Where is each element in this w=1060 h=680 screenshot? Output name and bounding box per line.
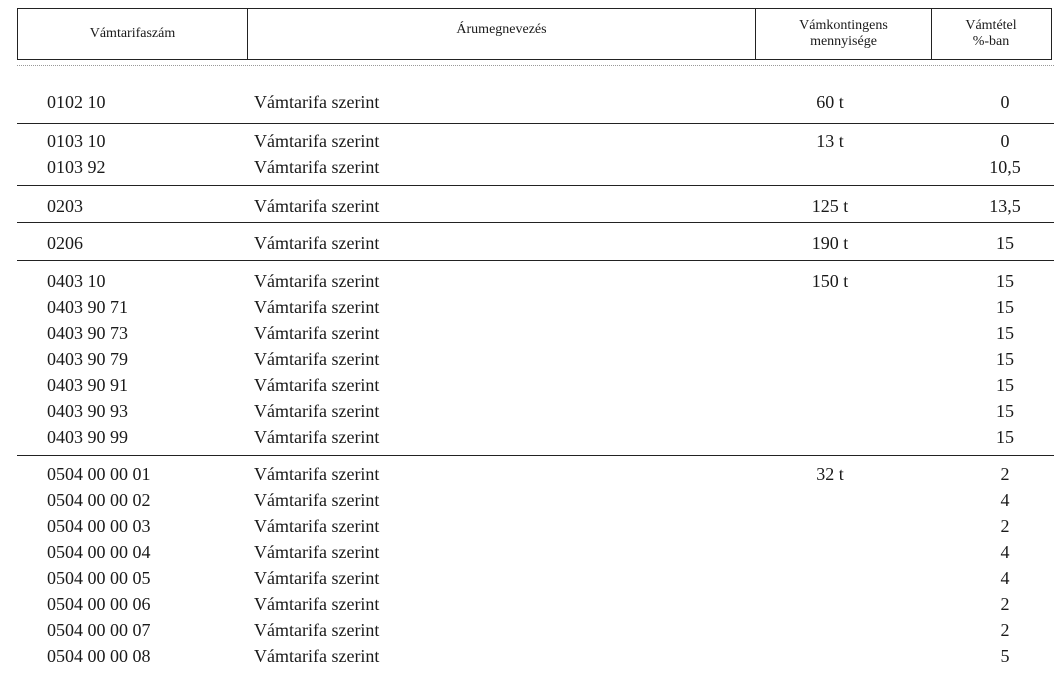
tariff-number-cell: 0403 90 71 <box>47 297 128 317</box>
group-separator <box>17 185 1054 186</box>
group-separator <box>17 123 1054 124</box>
product-name-cell: Vámtarifa szerint <box>254 516 380 536</box>
table-row <box>0 230 1060 256</box>
duty-rate-cell: 13,5 <box>989 196 1021 216</box>
table-row <box>0 128 1060 154</box>
duty-rate-cell: 15 <box>996 427 1014 447</box>
row-group <box>0 193 1060 219</box>
header-rate-line2: %-ban <box>972 34 1010 49</box>
header-quota-line1: Vámkontingens <box>799 18 888 33</box>
duty-rate-cell: 5 <box>1000 646 1010 666</box>
tariff-number-cell: 0504 00 00 04 <box>47 542 151 562</box>
quota-quantity-cell: 125 t <box>811 196 849 216</box>
tariff-number-cell: 0403 90 79 <box>47 349 128 369</box>
table-row <box>0 617 1060 643</box>
table-row <box>0 346 1060 372</box>
duty-rate-cell: 15 <box>996 349 1014 369</box>
product-name-cell: Vámtarifa szerint <box>254 157 380 177</box>
product-name-cell: Vámtarifa szerint <box>254 297 380 317</box>
group-separator <box>17 222 1054 223</box>
duty-rate-cell: 2 <box>1000 594 1010 614</box>
tariff-number-cell: 0102 10 <box>47 92 106 112</box>
table-row <box>0 268 1060 294</box>
duty-rate-cell: 2 <box>1000 620 1010 640</box>
product-name-cell: Vámtarifa szerint <box>254 568 380 588</box>
duty-rate-cell: 15 <box>996 375 1014 395</box>
header-quota-line2: mennyisége <box>810 34 877 49</box>
quota-quantity-cell: 13 t <box>816 131 844 151</box>
row-group <box>0 128 1060 180</box>
product-name-cell: Vámtarifa szerint <box>254 542 380 562</box>
duty-rate-cell: 4 <box>1000 568 1010 588</box>
product-name-cell: Vámtarifa szerint <box>254 271 380 291</box>
row-group <box>0 230 1060 256</box>
duty-rate-cell: 15 <box>996 271 1014 291</box>
tariff-number-cell: 0504 00 00 08 <box>47 646 151 666</box>
tariff-number-cell: 0403 90 91 <box>47 375 128 395</box>
tariff-number-cell: 0206 <box>47 233 83 253</box>
tariff-number-cell: 0504 00 00 07 <box>47 620 151 640</box>
table-row <box>0 193 1060 219</box>
row-group <box>0 89 1060 115</box>
duty-rate-cell: 10,5 <box>989 157 1021 177</box>
tariff-number-cell: 0504 00 00 02 <box>47 490 151 510</box>
product-name-cell: Vámtarifa szerint <box>254 620 380 640</box>
table-row <box>0 89 1060 115</box>
duty-rate-cell: 2 <box>1000 464 1010 484</box>
product-name-cell: Vámtarifa szerint <box>254 233 380 253</box>
duty-rate-cell: 4 <box>1000 490 1010 510</box>
row-group <box>0 461 1060 669</box>
tariff-number-cell: 0504 00 00 03 <box>47 516 151 536</box>
duty-rate-cell: 15 <box>996 323 1014 343</box>
duty-rate-cell: 15 <box>996 401 1014 421</box>
tariff-number-cell: 0504 00 00 01 <box>47 464 151 484</box>
duty-rate-cell: 0 <box>1000 131 1010 151</box>
group-separator <box>17 455 1054 456</box>
duty-rate-cell: 2 <box>1000 516 1010 536</box>
product-name-cell: Vámtarifa szerint <box>254 646 380 666</box>
table-row <box>0 398 1060 424</box>
duty-rate-cell: 15 <box>996 297 1014 317</box>
product-name-cell: Vámtarifa szerint <box>254 131 380 151</box>
product-name-cell: Vámtarifa szerint <box>254 490 380 510</box>
product-name-cell: Vámtarifa szerint <box>254 464 380 484</box>
duty-rate-cell: 0 <box>1000 92 1010 112</box>
table-row <box>0 154 1060 180</box>
table-row <box>0 320 1060 346</box>
quota-quantity-cell: 32 t <box>816 464 844 484</box>
header-rate-line1: Vámtétel <box>965 18 1017 33</box>
duty-rate-cell: 15 <box>996 233 1014 253</box>
tariff-number-cell: 0403 10 <box>47 271 106 291</box>
table-row <box>0 591 1060 617</box>
table-row <box>0 461 1060 487</box>
table-row <box>0 565 1060 591</box>
group-separator <box>17 260 1054 261</box>
product-name-cell: Vámtarifa szerint <box>254 375 380 395</box>
tariff-number-cell: 0504 00 00 05 <box>47 568 151 588</box>
tariff-number-cell: 0504 00 00 06 <box>47 594 151 614</box>
quota-quantity-cell: 190 t <box>811 233 849 253</box>
table-row <box>0 487 1060 513</box>
table-row <box>0 372 1060 398</box>
table-row <box>0 424 1060 450</box>
duty-rate-cell: 4 <box>1000 542 1010 562</box>
product-name-cell: Vámtarifa szerint <box>254 196 380 216</box>
table-row <box>0 539 1060 565</box>
product-name-cell: Vámtarifa szerint <box>254 594 380 614</box>
product-name-cell: Vámtarifa szerint <box>254 349 380 369</box>
tariff-number-cell: 0403 90 93 <box>47 401 128 421</box>
product-name-cell: Vámtarifa szerint <box>254 323 380 343</box>
quota-quantity-cell: 150 t <box>811 271 849 291</box>
quota-quantity-cell: 60 t <box>816 92 844 112</box>
header-product-name-label: Árumegnevezés <box>456 22 547 37</box>
header-tariff-number-label: Vámtarifaszám <box>89 26 176 41</box>
tariff-number-cell: 0103 10 <box>47 131 106 151</box>
product-name-cell: Vámtarifa szerint <box>254 427 380 447</box>
tariff-number-cell: 0403 90 73 <box>47 323 128 343</box>
table-row <box>0 643 1060 669</box>
table-row <box>0 513 1060 539</box>
tariff-number-cell: 0403 90 99 <box>47 427 128 447</box>
row-group <box>0 268 1060 450</box>
product-name-cell: Vámtarifa szerint <box>254 92 380 112</box>
tariff-number-cell: 0203 <box>47 196 83 216</box>
product-name-cell: Vámtarifa szerint <box>254 401 380 421</box>
tariff-number-cell: 0103 92 <box>47 157 106 177</box>
table-row <box>0 294 1060 320</box>
